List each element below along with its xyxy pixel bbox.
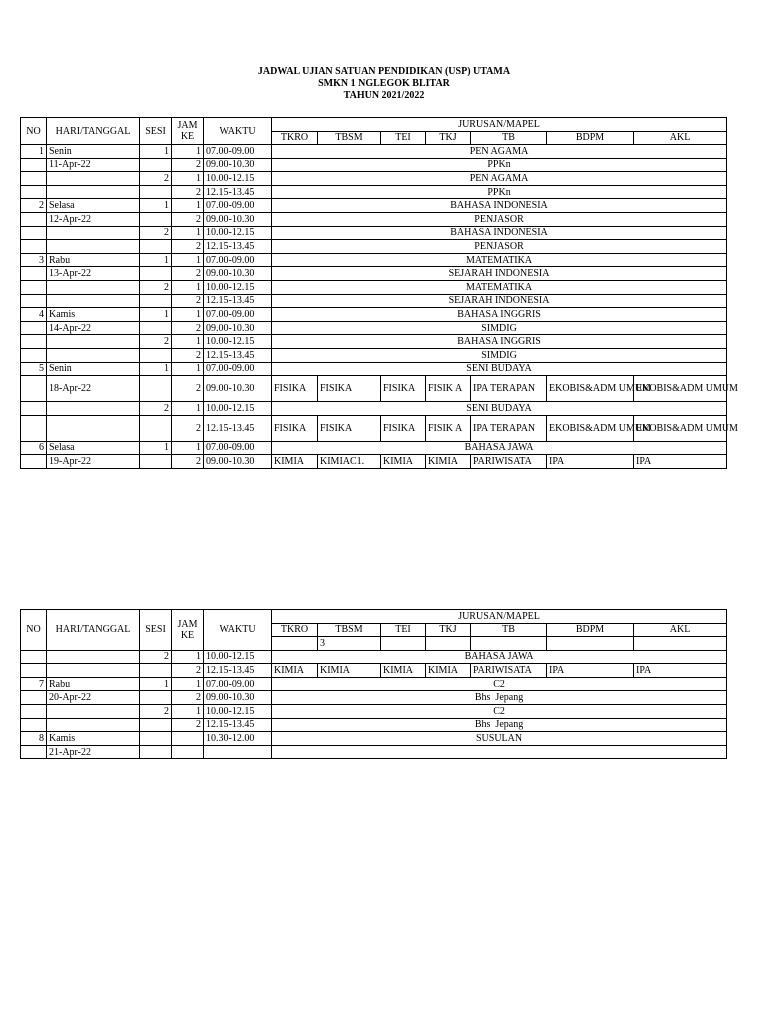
cell-hari: Rabu bbox=[47, 253, 140, 267]
cell-jam: 2 bbox=[172, 212, 204, 226]
cell-sesi: 2 bbox=[140, 335, 172, 349]
cell-no bbox=[21, 650, 47, 664]
cell-tkj: KIMIA bbox=[426, 664, 471, 678]
cell-no bbox=[21, 704, 47, 718]
cell-tbsm: 3 bbox=[318, 637, 381, 651]
table-row bbox=[21, 321, 727, 335]
cell-sesi: 2 bbox=[140, 280, 172, 294]
cell-waktu: 07.00-09.00 bbox=[204, 199, 272, 213]
header-tkro: TKRO bbox=[272, 131, 318, 145]
cell-mapel: PEN AGAMA bbox=[272, 172, 727, 186]
cell-waktu: 07.00-09.00 bbox=[204, 441, 272, 455]
cell-sesi: 1 bbox=[140, 308, 172, 322]
cell-hari: 19-Apr-22 bbox=[47, 455, 140, 469]
cell-tei: KIMIA bbox=[381, 664, 426, 678]
title-line-2: SMKN 1 NGLEGOK BLITAR bbox=[318, 78, 450, 89]
cell-mapel: BAHASA INDONESIA bbox=[272, 226, 727, 240]
cell-mapel: SUSULAN bbox=[272, 732, 727, 746]
header-tei: TEI bbox=[381, 131, 426, 145]
table-row bbox=[21, 664, 727, 678]
cell-no bbox=[21, 718, 47, 732]
cell-waktu: 12.15-13.45 bbox=[204, 664, 272, 678]
table-row bbox=[21, 294, 727, 308]
cell-mapel: SIMDIG bbox=[272, 321, 727, 335]
header-akl: AKL bbox=[634, 623, 727, 637]
cell-tei: KIMIA bbox=[381, 455, 426, 469]
cell-waktu: 07.00-09.00 bbox=[204, 308, 272, 322]
header-tkro: TKRO bbox=[272, 623, 318, 637]
cell-sesi bbox=[140, 455, 172, 469]
cell-no bbox=[21, 226, 47, 240]
table-row bbox=[21, 240, 727, 254]
cell-waktu: 10.00-12.15 bbox=[204, 172, 272, 186]
cell-tkj: FISIK A bbox=[426, 376, 471, 402]
cell-akl: EKOBIS&ADM UMUM bbox=[634, 415, 727, 441]
header-hari-tanggal: HARI/TANGGAL bbox=[47, 118, 140, 145]
cell-no: 4 bbox=[21, 308, 47, 322]
cell-hari bbox=[47, 240, 140, 254]
cell-no bbox=[21, 348, 47, 362]
cell-waktu: 09.00-10.30 bbox=[204, 455, 272, 469]
cell-sesi: 1 bbox=[140, 199, 172, 213]
cell-mapel: SEJARAH INDONESIA bbox=[272, 267, 727, 281]
cell-jam bbox=[172, 732, 204, 746]
cell-waktu: 07.00-09.00 bbox=[204, 677, 272, 691]
title-line-1: JADWAL UJIAN SATUAN PENDIDIKAN (USP) UTAMA bbox=[257, 66, 511, 77]
cell-mapel: PPKn bbox=[272, 158, 727, 172]
cell-mapel bbox=[272, 745, 727, 759]
cell-tkro: KIMIA bbox=[272, 455, 318, 469]
cell-sesi: 1 bbox=[140, 677, 172, 691]
cell-hari: Selasa bbox=[47, 441, 140, 455]
cell-sesi bbox=[140, 376, 172, 402]
table-row bbox=[21, 158, 727, 172]
header-bdpm: BDPM bbox=[547, 131, 634, 145]
table-row bbox=[21, 226, 727, 240]
cell-hari bbox=[47, 650, 140, 664]
cell-mapel: BAHASA INGGRIS bbox=[272, 308, 727, 322]
cell-sesi: 1 bbox=[140, 145, 172, 159]
cell-sesi bbox=[140, 321, 172, 335]
cell-no bbox=[21, 402, 47, 416]
cell-hari bbox=[47, 704, 140, 718]
cell-jam: 1 bbox=[172, 402, 204, 416]
cell-tkj: KIMIA bbox=[426, 455, 471, 469]
cell-sesi bbox=[140, 348, 172, 362]
cell-mapel: C2 bbox=[272, 677, 727, 691]
cell-mapel: SENI BUDAYA bbox=[272, 402, 727, 416]
table-row bbox=[21, 650, 727, 664]
header-sesi: SESI bbox=[140, 118, 172, 145]
cell-jam: 1 bbox=[172, 145, 204, 159]
cell-hari: 11-Apr-22 bbox=[47, 158, 140, 172]
cell-sesi: 2 bbox=[140, 172, 172, 186]
cell-sesi: 2 bbox=[140, 402, 172, 416]
cell-waktu: 10.00-12.15 bbox=[204, 335, 272, 349]
header-tb: TB bbox=[471, 623, 547, 637]
cell-waktu: 12.15-13.45 bbox=[204, 185, 272, 199]
cell-sesi: 1 bbox=[140, 362, 172, 376]
header-tbsm: TBSM bbox=[318, 131, 381, 145]
cell-no bbox=[21, 415, 47, 441]
cell-no: 1 bbox=[21, 145, 47, 159]
cell-waktu: 09.00-10.30 bbox=[204, 321, 272, 335]
cell-hari: Senin bbox=[47, 145, 140, 159]
table-row bbox=[21, 172, 727, 186]
cell-waktu: 09.00-10.30 bbox=[204, 158, 272, 172]
table-row bbox=[21, 718, 727, 732]
cell-jam: 2 bbox=[172, 664, 204, 678]
cell-tbsm: FISIKA bbox=[318, 415, 381, 441]
cell-no bbox=[21, 185, 47, 199]
cell-tb: PARIWISATA bbox=[471, 664, 547, 678]
table-row bbox=[21, 455, 727, 469]
cell-waktu: 09.00-10.30 bbox=[204, 267, 272, 281]
table-row bbox=[21, 267, 727, 281]
table-row bbox=[21, 415, 727, 441]
header-jam-ke: JAM KE bbox=[172, 610, 204, 651]
table-row bbox=[21, 199, 727, 213]
table-row bbox=[21, 280, 727, 294]
cell-akl bbox=[634, 637, 727, 651]
cell-akl: EKOBIS&ADM UMUM bbox=[634, 376, 727, 402]
cell-hari bbox=[47, 415, 140, 441]
cell-no bbox=[21, 455, 47, 469]
table-row bbox=[21, 704, 727, 718]
cell-mapel: C2 bbox=[272, 704, 727, 718]
cell-jam: 2 bbox=[172, 185, 204, 199]
cell-no bbox=[21, 158, 47, 172]
header-bdpm: BDPM bbox=[547, 623, 634, 637]
header-jurusan: JURUSAN/MAPEL bbox=[272, 118, 727, 132]
cell-waktu: 09.00-10.30 bbox=[204, 212, 272, 226]
cell-mapel: MATEMATIKA bbox=[272, 280, 727, 294]
cell-mapel: SIMDIG bbox=[272, 348, 727, 362]
header-tkj: TKJ bbox=[426, 623, 471, 637]
cell-no: 2 bbox=[21, 199, 47, 213]
cell-tei: FISIKA bbox=[381, 376, 426, 402]
cell-waktu: 12.15-13.45 bbox=[204, 294, 272, 308]
cell-hari: 13-Apr-22 bbox=[47, 267, 140, 281]
cell-hari bbox=[47, 348, 140, 362]
cell-tkj: FISIK A bbox=[426, 415, 471, 441]
cell-bdpm: IPA bbox=[547, 455, 634, 469]
header-tbsm: TBSM bbox=[318, 623, 381, 637]
cell-waktu: 07.00-09.00 bbox=[204, 145, 272, 159]
cell-no bbox=[21, 280, 47, 294]
header-sesi: SESI bbox=[140, 610, 172, 651]
cell-jam: 1 bbox=[172, 677, 204, 691]
cell-sesi bbox=[140, 732, 172, 746]
cell-waktu: 12.15-13.45 bbox=[204, 415, 272, 441]
cell-waktu: 09.00-10.30 bbox=[204, 376, 272, 402]
cell-jam: 1 bbox=[172, 335, 204, 349]
table-row bbox=[21, 362, 727, 376]
cell-sesi: 1 bbox=[140, 441, 172, 455]
cell-tei bbox=[381, 637, 426, 651]
cell-no bbox=[21, 240, 47, 254]
cell-sesi bbox=[140, 212, 172, 226]
header-waktu: WAKTU bbox=[204, 610, 272, 651]
cell-no bbox=[21, 172, 47, 186]
cell-sesi bbox=[140, 718, 172, 732]
cell-jam: 2 bbox=[172, 321, 204, 335]
cell-jam: 2 bbox=[172, 158, 204, 172]
cell-waktu: 10.00-12.15 bbox=[204, 704, 272, 718]
cell-mapel: PEN AGAMA bbox=[272, 145, 727, 159]
cell-waktu: 10.00-12.15 bbox=[204, 402, 272, 416]
cell-waktu: 09.00-10.30 bbox=[204, 691, 272, 705]
cell-jam: 1 bbox=[172, 362, 204, 376]
cell-mapel: SEJARAH INDONESIA bbox=[272, 294, 727, 308]
cell-jam: 1 bbox=[172, 280, 204, 294]
header-no: NO bbox=[21, 610, 47, 651]
cell-sesi: 1 bbox=[140, 253, 172, 267]
cell-no bbox=[21, 664, 47, 678]
cell-sesi bbox=[140, 240, 172, 254]
cell-jam: 1 bbox=[172, 226, 204, 240]
table-row bbox=[21, 745, 727, 759]
cell-tkro bbox=[272, 637, 318, 651]
cell-bdpm bbox=[547, 637, 634, 651]
cell-no bbox=[21, 376, 47, 402]
cell-waktu: 10.00-12.15 bbox=[204, 280, 272, 294]
cell-mapel: BAHASA INDONESIA bbox=[272, 199, 727, 213]
cell-akl: IPA bbox=[634, 455, 727, 469]
cell-mapel: PENJASOR bbox=[272, 212, 727, 226]
cell-tkro: KIMIA bbox=[272, 664, 318, 678]
cell-sesi bbox=[140, 294, 172, 308]
cell-sesi bbox=[140, 267, 172, 281]
cell-hari: 18-Apr-22 bbox=[47, 376, 140, 402]
cell-waktu: 10.00-12.15 bbox=[204, 226, 272, 240]
cell-waktu: 12.15-13.45 bbox=[204, 240, 272, 254]
header-jam-ke: JAM KE bbox=[172, 118, 204, 145]
header-row bbox=[21, 610, 727, 624]
cell-jam: 1 bbox=[172, 253, 204, 267]
cell-no: 6 bbox=[21, 441, 47, 455]
table-row bbox=[21, 212, 727, 226]
cell-jam: 1 bbox=[172, 199, 204, 213]
cell-sesi bbox=[140, 415, 172, 441]
cell-jam: 1 bbox=[172, 172, 204, 186]
cell-sesi bbox=[140, 691, 172, 705]
cell-akl: IPA bbox=[634, 664, 727, 678]
cell-hari bbox=[47, 335, 140, 349]
cell-sesi bbox=[140, 185, 172, 199]
table-row bbox=[21, 348, 727, 362]
cell-waktu bbox=[204, 745, 272, 759]
cell-waktu: 10.30-12.00 bbox=[204, 732, 272, 746]
cell-jam: 2 bbox=[172, 267, 204, 281]
cell-mapel: PPKn bbox=[272, 185, 727, 199]
title-line-3: TAHUN 2021/2022 bbox=[343, 90, 425, 101]
cell-hari bbox=[47, 185, 140, 199]
cell-jam: 2 bbox=[172, 691, 204, 705]
header-tb: TB bbox=[471, 131, 547, 145]
cell-hari: 21-Apr-22 bbox=[47, 745, 140, 759]
cell-hari: Kamis bbox=[47, 308, 140, 322]
cell-tbsm: FISIKA bbox=[318, 376, 381, 402]
cell-sesi: 2 bbox=[140, 650, 172, 664]
cell-hari bbox=[47, 294, 140, 308]
cell-no bbox=[21, 745, 47, 759]
cell-mapel: Bhs Jepang bbox=[272, 718, 727, 732]
cell-sesi bbox=[140, 158, 172, 172]
cell-bdpm: EKOBIS&ADM UMUM bbox=[547, 376, 634, 402]
cell-jam: 1 bbox=[172, 650, 204, 664]
cell-no: 8 bbox=[21, 732, 47, 746]
cell-mapel: PENJASOR bbox=[272, 240, 727, 254]
cell-no: 3 bbox=[21, 253, 47, 267]
schedule-table-1 bbox=[20, 117, 738, 469]
table-row bbox=[21, 441, 727, 455]
table-row bbox=[21, 677, 727, 691]
cell-hari: Rabu bbox=[47, 677, 140, 691]
cell-hari bbox=[47, 402, 140, 416]
table-row bbox=[21, 253, 727, 267]
cell-sesi: 2 bbox=[140, 226, 172, 240]
cell-mapel: Bhs Jepang bbox=[272, 691, 727, 705]
cell-jam: 1 bbox=[172, 308, 204, 322]
cell-waktu: 12.15-13.45 bbox=[204, 348, 272, 362]
cell-mapel: MATEMATIKA bbox=[272, 253, 727, 267]
cell-hari: 20-Apr-22 bbox=[47, 691, 140, 705]
cell-waktu: 07.00-09.00 bbox=[204, 253, 272, 267]
table-row bbox=[21, 145, 727, 159]
cell-jam: 2 bbox=[172, 455, 204, 469]
cell-jam: 2 bbox=[172, 415, 204, 441]
table-row bbox=[21, 308, 727, 322]
cell-hari: Selasa bbox=[47, 199, 140, 213]
cell-jam: 2 bbox=[172, 294, 204, 308]
cell-hari bbox=[47, 718, 140, 732]
cell-tb: IPA TERAPAN bbox=[471, 376, 547, 402]
cell-hari: 14-Apr-22 bbox=[47, 321, 140, 335]
cell-tkj bbox=[426, 637, 471, 651]
cell-no: 7 bbox=[21, 677, 47, 691]
table-row bbox=[21, 402, 727, 416]
cell-jam: 1 bbox=[172, 704, 204, 718]
cell-hari: Senin bbox=[47, 362, 140, 376]
cell-jam: 2 bbox=[172, 376, 204, 402]
header-tei: TEI bbox=[381, 623, 426, 637]
cell-jam bbox=[172, 745, 204, 759]
cell-bdpm: IPA bbox=[547, 664, 634, 678]
cell-no bbox=[21, 335, 47, 349]
cell-waktu: 10.00-12.15 bbox=[204, 650, 272, 664]
cell-no: 5 bbox=[21, 362, 47, 376]
cell-waktu: 07.00-09.00 bbox=[204, 362, 272, 376]
cell-jam: 2 bbox=[172, 240, 204, 254]
cell-tbsm: KIMIAC1. bbox=[318, 455, 381, 469]
cell-sesi bbox=[140, 745, 172, 759]
cell-no bbox=[21, 691, 47, 705]
cell-tb bbox=[471, 637, 547, 651]
header-no: NO bbox=[21, 118, 47, 145]
cell-no bbox=[21, 212, 47, 226]
header-jurusan: JURUSAN/MAPEL bbox=[272, 610, 727, 624]
document-title bbox=[0, 66, 768, 102]
cell-waktu: 12.15-13.45 bbox=[204, 718, 272, 732]
table-row bbox=[21, 185, 727, 199]
cell-jam: 2 bbox=[172, 348, 204, 362]
header-hari-tanggal: HARI/TANGGAL bbox=[47, 610, 140, 651]
cell-sesi: 2 bbox=[140, 704, 172, 718]
cell-sesi bbox=[140, 664, 172, 678]
cell-hari bbox=[47, 664, 140, 678]
cell-hari: 12-Apr-22 bbox=[47, 212, 140, 226]
cell-no bbox=[21, 294, 47, 308]
cell-hari bbox=[47, 280, 140, 294]
cell-tei: FISIKA bbox=[381, 415, 426, 441]
table-row bbox=[21, 691, 727, 705]
cell-hari bbox=[47, 226, 140, 240]
cell-bdpm: EKOBIS&ADM UMUM bbox=[547, 415, 634, 441]
cell-tb: IPA TERAPAN bbox=[471, 415, 547, 441]
table-row bbox=[21, 335, 727, 349]
cell-tbsm: KIMIA bbox=[318, 664, 381, 678]
cell-no bbox=[21, 321, 47, 335]
cell-mapel: BAHASA JAWA bbox=[272, 441, 727, 455]
header-row bbox=[21, 118, 727, 132]
cell-tkro: FISIKA bbox=[272, 415, 318, 441]
cell-tb: PARIWISATA bbox=[471, 455, 547, 469]
header-akl: AKL bbox=[634, 131, 727, 145]
schedule-table-2 bbox=[20, 609, 727, 759]
cell-hari: Kamis bbox=[47, 732, 140, 746]
header-waktu: WAKTU bbox=[204, 118, 272, 145]
cell-no bbox=[21, 267, 47, 281]
table-row bbox=[21, 376, 727, 402]
cell-hari bbox=[47, 172, 140, 186]
cell-tkro: FISIKA bbox=[272, 376, 318, 402]
cell-mapel: BAHASA INGGRIS bbox=[272, 335, 727, 349]
cell-jam: 1 bbox=[172, 441, 204, 455]
header-tkj: TKJ bbox=[426, 131, 471, 145]
cell-mapel: SENI BUDAYA bbox=[272, 362, 727, 376]
table-row bbox=[21, 732, 727, 746]
cell-jam: 2 bbox=[172, 718, 204, 732]
cell-mapel: BAHASA JAWA bbox=[272, 650, 727, 664]
